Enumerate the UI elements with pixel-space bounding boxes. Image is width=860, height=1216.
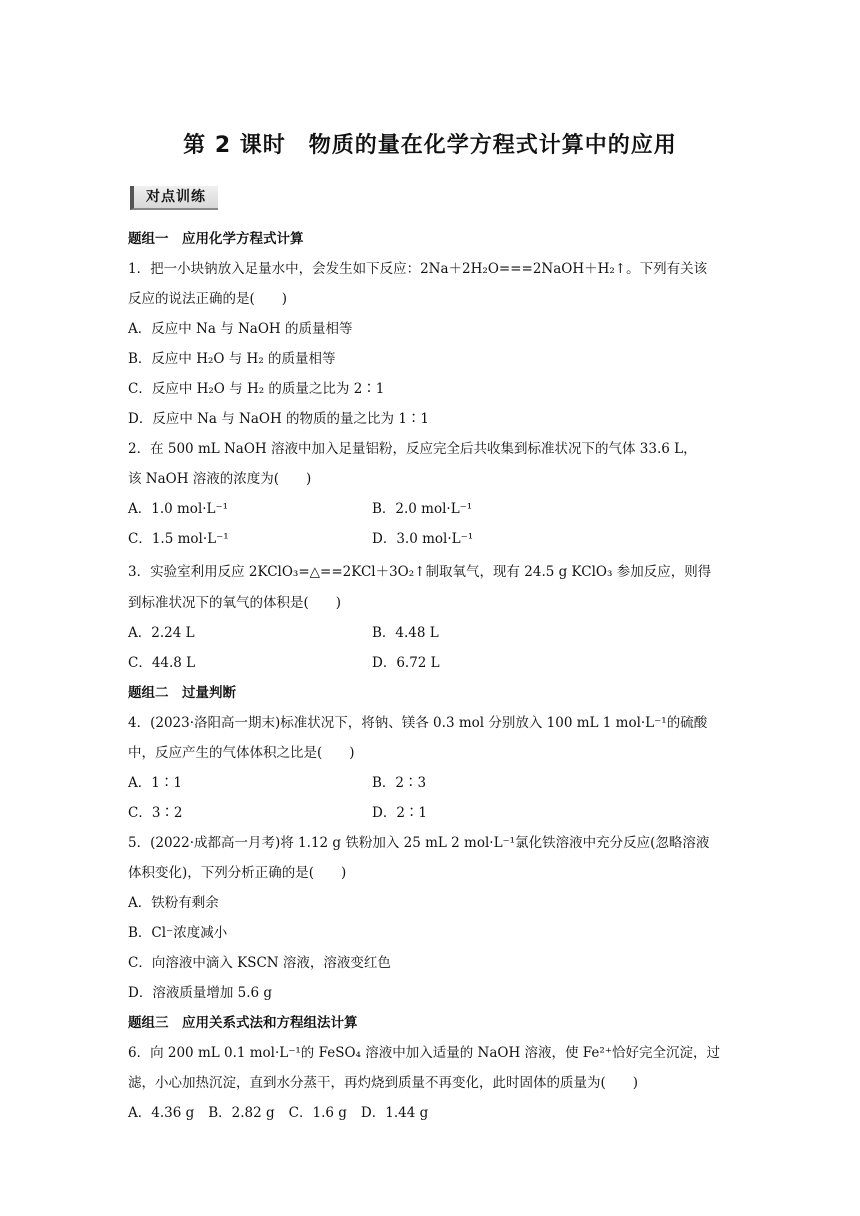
option: D．3.0 mol·L⁻¹ — [372, 531, 474, 547]
section-tag: 对点训练 — [130, 186, 218, 210]
option: B．2∶3 — [372, 775, 427, 791]
option: A．2.24 L — [128, 625, 195, 641]
question-4 — [128, 708, 738, 828]
question-text: 中，反应产生的气体体积之比是( ) — [128, 745, 355, 761]
question-text: 体积变化)，下列分析正确的是( ) — [128, 865, 347, 881]
group-title: 题组三 应用关系式法和方程组法计算 — [128, 1015, 358, 1031]
option: A．铁粉有剩余 — [128, 895, 219, 911]
options-row — [128, 768, 738, 798]
question-text: 1．把一小块钠放入足量水中，会发生如下反应：2Na＋2H₂O===2NaOH＋H₂↑。下列有关该 — [128, 261, 708, 277]
option: A．1.0 mol·L⁻¹ — [128, 501, 229, 517]
group-title: 题组二 过量判断 — [128, 685, 236, 701]
options-row — [128, 524, 738, 554]
option: D．2∶1 — [372, 805, 428, 821]
question-1 — [128, 254, 738, 434]
question-3 — [128, 554, 738, 678]
options-row — [128, 648, 738, 678]
question-text: 滤，小心加热沉淀，直到水分蒸干，再灼烧到质量不再变化，此时固体的质量为( ) — [128, 1075, 639, 1091]
option: C．1.5 mol·L⁻¹ — [128, 531, 229, 547]
question-text: 3．实验室利用反应 2KClO₃=△==2KCl＋3O₂↑制取氧气，现有 24.5 g KClO₃ 参加反应，则得 — [128, 564, 712, 580]
option: C．向溶液中滴入 KSCN 溶液，溶液变红色 — [128, 955, 391, 971]
option: B．4.48 L — [372, 625, 439, 641]
question-content — [128, 224, 738, 1128]
option: D．溶液质量增加 5.6 g — [128, 985, 273, 1001]
question-text: 反应的说法正确的是( ) — [128, 291, 288, 307]
option: C．1.6 g — [288, 1105, 347, 1121]
option: C．反应中 H₂O 与 H₂ 的质量之比为 2∶1 — [128, 381, 385, 397]
group-title: 题组一 应用化学方程式计算 — [128, 231, 304, 247]
option: C．3∶2 — [128, 805, 183, 821]
question-6 — [128, 1038, 738, 1128]
question-text: 该 NaOH 溶液的浓度为( ) — [128, 471, 312, 487]
question-2 — [128, 434, 738, 554]
option: D．反应中 Na 与 NaOH 的物质的量之比为 1∶1 — [128, 411, 430, 427]
option: A．1∶1 — [128, 775, 182, 791]
question-text: 4．(2023·洛阳高一期末)标准状况下，将钠、镁各 0.3 mol 分别放入 100 mL 1 mol·L⁻¹的硫酸 — [128, 715, 708, 731]
option: D．6.72 L — [372, 655, 440, 671]
options-row — [128, 1098, 738, 1128]
option: C．44.8 L — [128, 655, 196, 671]
question-text: 到标准状况下的氧气的体积是( ) — [128, 595, 342, 611]
option: B．2.82 g — [208, 1105, 275, 1121]
options-row — [128, 798, 738, 828]
option: D．1.44 g — [360, 1105, 429, 1121]
option: B．反应中 H₂O 与 H₂ 的质量相等 — [128, 351, 336, 367]
page-title: 第 2 课时 物质的量在化学方程式计算中的应用 — [183, 133, 677, 158]
option: A．反应中 Na 与 NaOH 的质量相等 — [128, 321, 353, 337]
option: A．4.36 g — [128, 1105, 195, 1121]
option: B．Cl⁻浓度减小 — [128, 925, 228, 941]
question-text: 6．向 200 mL 0.1 mol·L⁻¹的 FeSO₄ 溶液中加入适量的 NaOH 溶液，使 Fe²⁺恰好完全沉淀，过 — [128, 1045, 720, 1061]
options-row — [128, 494, 738, 524]
question-5 — [128, 828, 738, 1008]
question-text: 2．在 500 mL NaOH 溶液中加入足量铝粉，反应完全后共收集到标准状况下的气体 33.6 L， — [128, 441, 697, 457]
question-text: 5．(2022·成都高一月考)将 1.12 g 铁粉加入 25 mL 2 mol·L⁻¹氯化铁溶液中充分反应(忽略溶液 — [128, 835, 710, 851]
options-row — [128, 618, 738, 648]
option: B．2.0 mol·L⁻¹ — [372, 501, 473, 517]
